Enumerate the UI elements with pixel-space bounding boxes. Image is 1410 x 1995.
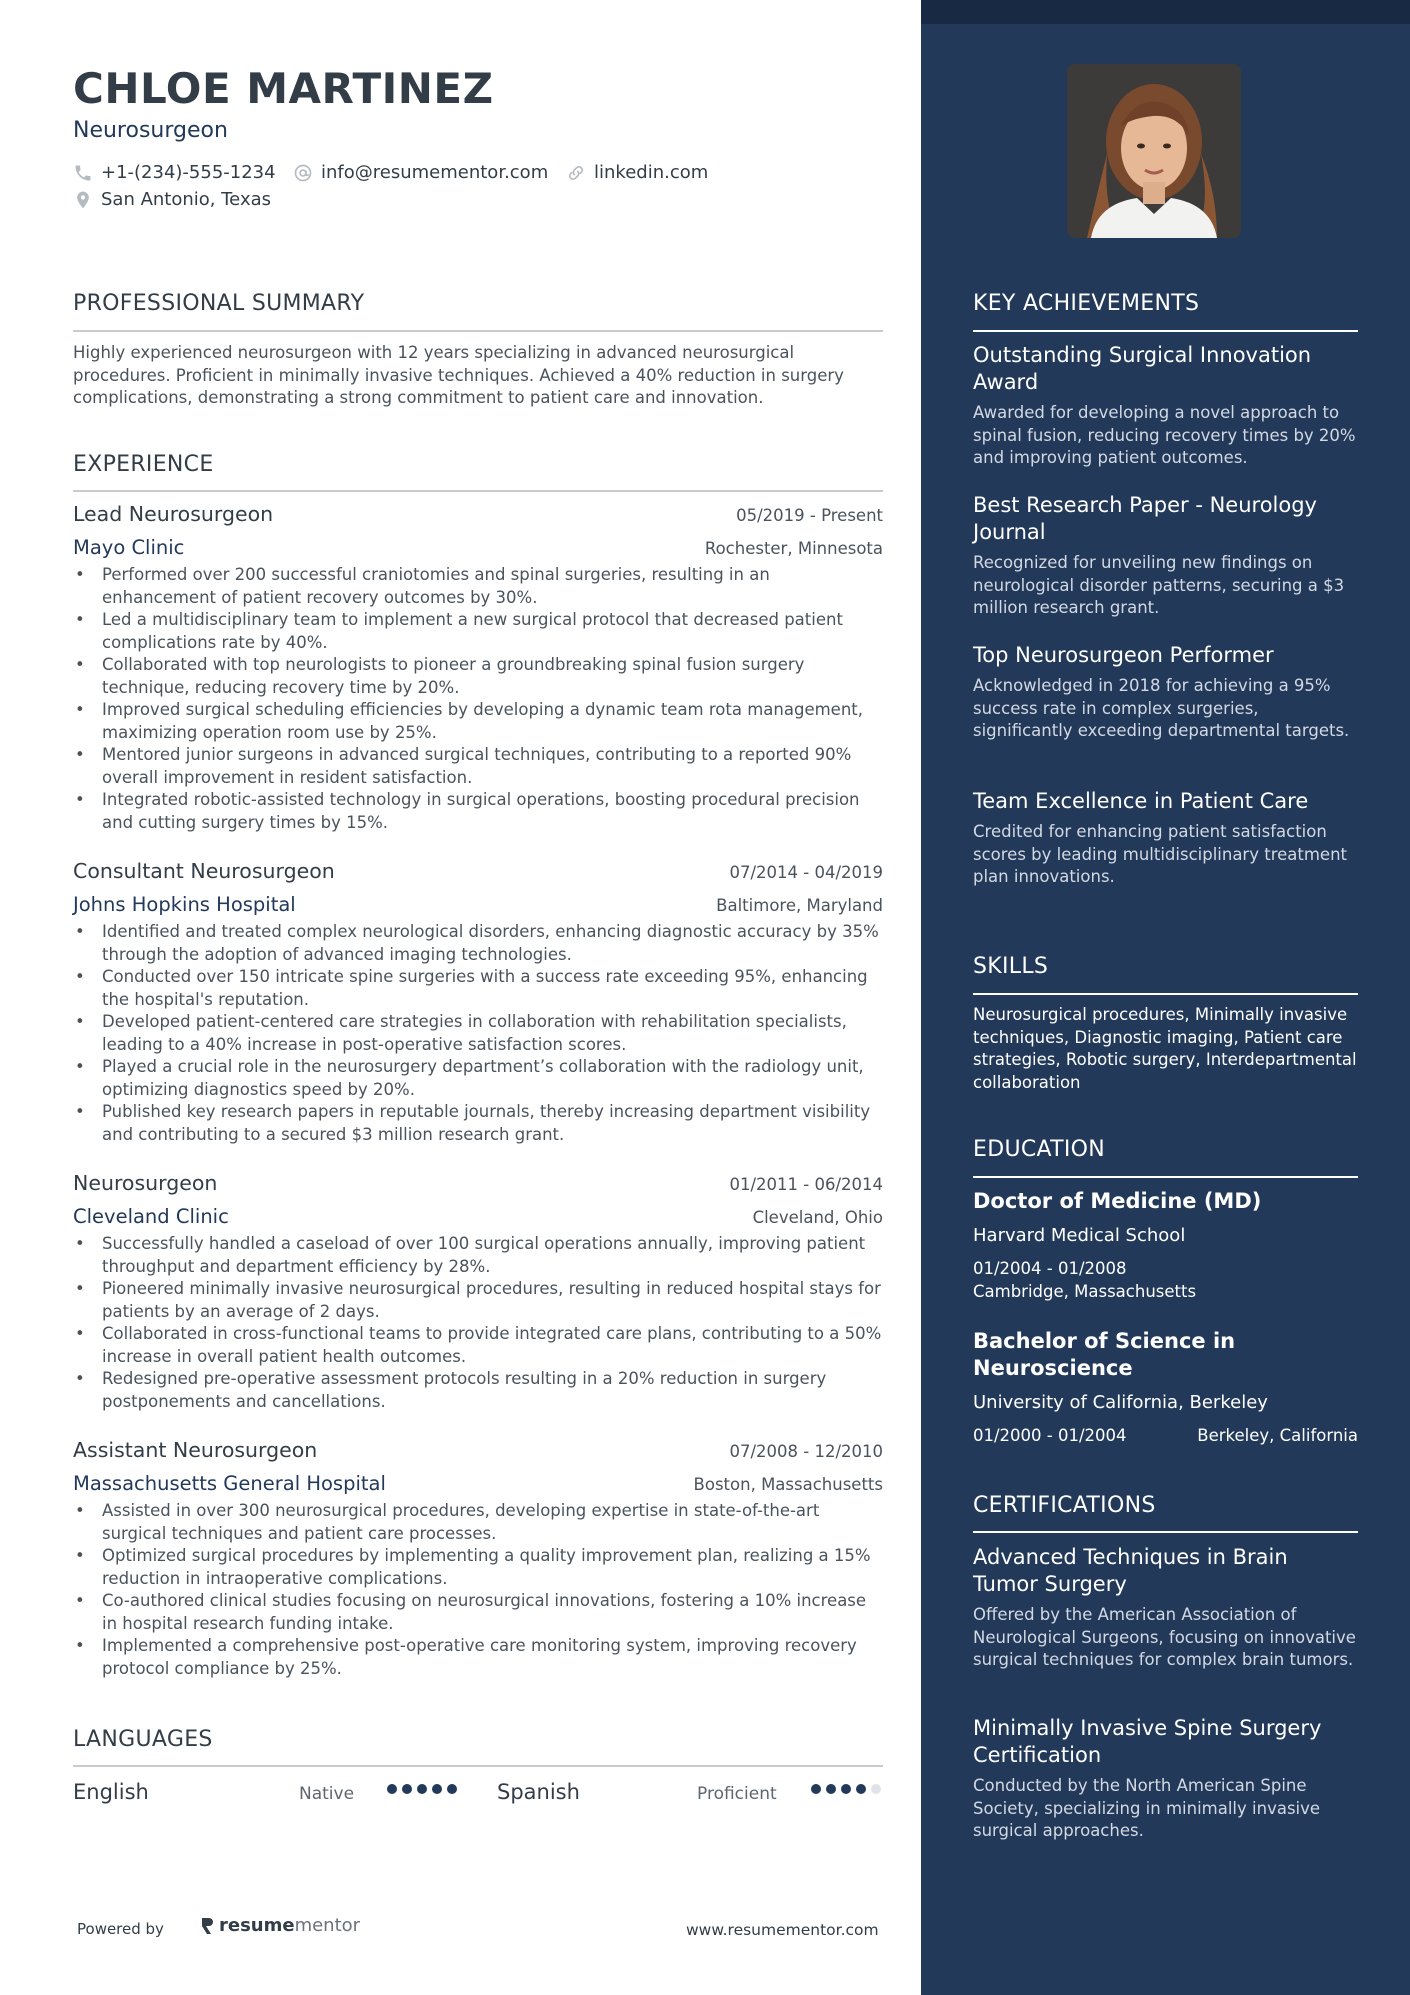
language-level: Native <box>299 1784 355 1804</box>
job-entry <box>73 1171 883 1413</box>
education-divider <box>973 1176 1358 1178</box>
achievement-item <box>973 342 1358 470</box>
education-degree: Bachelor of Science in Neuroscience <box>973 1329 1236 1380</box>
logo-text-bold: resume <box>219 1915 295 1936</box>
job-bullets <box>73 564 883 834</box>
location-text: San Antonio, Texas <box>101 189 271 210</box>
achievement-text: Awarded for developing a novel approach to spinal fusion, reducing recovery times by 20% and improving patient outcomes. <box>973 403 1356 467</box>
experience-divider <box>73 490 883 492</box>
sidebar-top-bar <box>921 0 1410 24</box>
education-degree: Doctor of Medicine (MD) <box>973 1189 1262 1213</box>
job-bullet: • Successfully handled a caseload of over 100 surgical operations annually, improving patient throughput and department efficiency by 28%. <box>73 1233 883 1278</box>
education-date: 01/2000 - 01/2004 <box>973 1426 1127 1445</box>
language-rating <box>387 1784 457 1794</box>
job-bullet: • Co-authored clinical studies focusing on neurosurgical innovations, fostering a 10% increase in hospital research funding intake. <box>73 1590 883 1635</box>
language-name: Spanish <box>497 1780 580 1804</box>
email-text: info@resumementor.com <box>321 162 549 183</box>
rating-dot <box>871 1784 881 1794</box>
linkedin-text: linkedin.com <box>594 162 709 183</box>
summary-divider <box>73 330 883 332</box>
rating-dot <box>811 1784 821 1794</box>
certifications-divider <box>973 1531 1358 1533</box>
rating-dot <box>432 1784 442 1794</box>
job-title: Neurosurgeon <box>73 118 228 143</box>
logo-text-light: mentor <box>294 1915 361 1936</box>
certification-title: Advanced Techniques in Brain Tumor Surgery <box>973 1545 1288 1596</box>
achievement-title: Outstanding Surgical Innovation Award <box>973 343 1312 394</box>
job-location: Cleveland, Ohio <box>752 1208 883 1227</box>
job-bullet: • Developed patient-centered care strategies in collaboration with rehabilitation specialists, leading to a 40% increase in post-operative satisfaction scores. <box>73 1011 883 1056</box>
job-location: Rochester, Minnesota <box>704 539 883 558</box>
achievement-text: Credited for enhancing patient satisfaction scores by leading multidisciplinary treatment plan innovations. <box>973 822 1347 886</box>
rating-dot <box>841 1784 851 1794</box>
rating-dot <box>447 1784 457 1794</box>
contact-phone[interactable] <box>73 162 276 183</box>
location-pin-icon <box>73 190 93 210</box>
certification-text: Offered by the American Association of Neurological Surgeons, focusing on innovative surgical techniques for complex brain tumors. <box>973 1605 1356 1669</box>
link-icon <box>566 163 586 183</box>
job-bullet: • Optimized surgical procedures by implementing a quality improvement plan, realizing a 15% reduction in intraoperative complications. <box>73 1545 883 1590</box>
languages-heading: LANGUAGES <box>73 1727 213 1752</box>
job-bullet: • Redesigned pre-operative assessment protocols resulting in a 20% reduction in surgery postponements and cancellations. <box>73 1368 883 1413</box>
achievement-text: Recognized for unveiling new findings on neurological disorder patterns, securing a $3 million research grant. <box>973 553 1345 617</box>
job-date: 01/2011 - 06/2014 <box>729 1175 883 1194</box>
job-bullet: • Improved surgical scheduling efficiencies by developing a dynamic team rota management, maximizing operation room use by 25%. <box>73 699 883 744</box>
job-date: 07/2008 - 12/2010 <box>729 1442 883 1461</box>
certification-item <box>973 1715 1358 1843</box>
language-rating <box>811 1784 881 1794</box>
education-heading: EDUCATION <box>973 1137 1106 1162</box>
job-bullet: • Performed over 200 successful craniotomies and spinal surgeries, resulting in an enhancement of patient recovery outcomes by 30%. <box>73 564 883 609</box>
job-bullet: • Conducted over 150 intricate spine surgeries with a success rate exceeding 95%, enhancing the hospital's reputation. <box>73 966 883 1011</box>
achievement-item <box>973 642 1358 743</box>
certification-text: Conducted by the North American Spine Society, specializing in minimally invasive surgical approaches. <box>973 1776 1321 1840</box>
skills-heading: SKILLS <box>973 954 1049 979</box>
powered-by-text: Powered by <box>77 1920 164 1938</box>
education-location: Berkeley, California <box>1197 1426 1358 1445</box>
resumementor-logo[interactable] <box>199 1915 360 1936</box>
job-bullets <box>73 1233 883 1413</box>
sidebar <box>921 0 1410 1995</box>
experience-heading: EXPERIENCE <box>73 452 214 477</box>
summary-text: Highly experienced neurosurgeon with 12 years specializing in advanced neurosurgical procedures. Proficient in minimally invasive techniques. Achieved a 40% reduction in surgery complications, demonstrating a strong commitment to patient care and innovation. <box>73 343 844 407</box>
skills-text: Neurosurgical procedures, Minimally invasive techniques, Diagnostic imaging, Patient care strategies, Robotic surgery, Interdepartmental collaboration <box>973 1005 1357 1092</box>
job-entry <box>73 502 883 834</box>
rating-dot <box>402 1784 412 1794</box>
job-company: Johns Hopkins Hospital <box>73 893 296 916</box>
phone-text: +1-(234)-555-1234 <box>101 162 276 183</box>
job-company: Massachusetts General Hospital <box>73 1472 386 1495</box>
resumementor-logo-icon <box>199 1916 215 1936</box>
achievements-heading: KEY ACHIEVEMENTS <box>973 291 1200 316</box>
achievement-item <box>973 492 1358 620</box>
rating-dot <box>417 1784 427 1794</box>
footer-website[interactable]: www.resumementor.com <box>686 1921 879 1939</box>
job-bullet: • Led a multidisciplinary team to implement a new surgical protocol that decreased patient complications rate by 40%. <box>73 609 883 654</box>
job-role: Neurosurgeon <box>73 1171 218 1195</box>
contact-location <box>73 189 271 210</box>
rating-dot <box>387 1784 397 1794</box>
certification-title: Minimally Invasive Spine Surgery Certification <box>973 1716 1322 1767</box>
summary-heading: PROFESSIONAL SUMMARY <box>73 291 365 316</box>
rating-dot <box>826 1784 836 1794</box>
job-bullet: • Integrated robotic-assisted technology in surgical operations, boosting procedural precision and cutting surgery times by 15%. <box>73 789 883 834</box>
job-company: Mayo Clinic <box>73 536 185 559</box>
job-bullet: • Played a crucial role in the neurosurgery department’s collaboration with the radiology unit, optimizing diagnostics speed by 20%. <box>73 1056 883 1101</box>
education-location: Cambridge, Massachusetts <box>973 1281 1197 1301</box>
job-date: 05/2019 - Present <box>736 506 883 525</box>
job-entry <box>73 859 883 1146</box>
languages-divider <box>73 1765 883 1767</box>
certification-item <box>973 1544 1358 1672</box>
job-entry <box>73 1438 883 1680</box>
language-level: Proficient <box>697 1784 777 1804</box>
contact-linkedin[interactable] <box>566 162 708 183</box>
job-bullet: • Identified and treated complex neurological disorders, enhancing diagnostic accuracy by 35% through the adoption of advanced imaging technologies. <box>73 921 883 966</box>
job-bullet: • Collaborated in cross-functional teams to provide integrated care plans, contributing to a 50% increase in overall patient health outcomes. <box>73 1323 883 1368</box>
achievements-divider <box>973 330 1358 332</box>
certifications-heading: CERTIFICATIONS <box>973 1493 1156 1518</box>
job-role: Assistant Neurosurgeon <box>73 1438 318 1462</box>
job-date: 07/2014 - 04/2019 <box>729 863 883 882</box>
achievement-title: Team Excellence in Patient Care <box>973 789 1309 813</box>
education-item <box>973 1188 1358 1303</box>
language-name: English <box>73 1780 149 1804</box>
contact-email[interactable] <box>293 162 548 183</box>
job-role: Lead Neurosurgeon <box>73 502 274 526</box>
job-role: Consultant Neurosurgeon <box>73 859 335 883</box>
education-school: Harvard Medical School <box>973 1225 1186 1246</box>
achievement-text: Acknowledged in 2018 for achieving a 95% success rate in complex surgeries, significantly exceeding departmental targets. <box>973 676 1350 740</box>
job-bullet: • Pioneered minimally invasive neurosurgical procedures, resulting in reduced hospital stays for patients by an average of 2 days. <box>73 1278 883 1323</box>
job-company: Cleveland Clinic <box>73 1205 229 1228</box>
education-school: University of California, Berkeley <box>973 1392 1268 1413</box>
candidate-name: CHLOE MARTINEZ <box>73 64 494 113</box>
job-bullet: • Assisted in over 300 neurosurgical procedures, developing expertise in state-of-the-art surgical techniques and patient care processes. <box>73 1500 883 1545</box>
education-date: 01/2004 - 01/2008 <box>973 1259 1127 1278</box>
at-icon <box>293 163 313 183</box>
job-location: Boston, Massachusetts <box>693 1475 883 1494</box>
job-bullet: • Implemented a comprehensive post-operative care monitoring system, improving recovery protocol compliance by 25%. <box>73 1635 883 1680</box>
education-item <box>973 1328 1358 1448</box>
job-bullets <box>73 921 883 1146</box>
job-bullet: • Mentored junior surgeons in advanced surgical techniques, contributing to a reported 90% overall improvement in resident satisfaction. <box>73 744 883 789</box>
job-bullet: • Published key research papers in reputable journals, thereby increasing department visibility and contributing to a secured $3 million research grant. <box>73 1101 883 1146</box>
job-location: Baltimore, Maryland <box>716 896 883 915</box>
job-bullet: • Collaborated with top neurologists to pioneer a groundbreaking spinal fusion surgery technique, reducing recovery time by 20%. <box>73 654 883 699</box>
job-bullets <box>73 1500 883 1680</box>
phone-icon <box>73 163 93 183</box>
achievement-item <box>973 788 1358 889</box>
achievement-title: Top Neurosurgeon Performer <box>973 643 1274 667</box>
achievement-title: Best Research Paper - Neurology Journal <box>973 493 1317 544</box>
rating-dot <box>856 1784 866 1794</box>
profile-photo <box>1067 64 1241 238</box>
portrait-avatar <box>1067 64 1241 238</box>
skills-divider <box>973 993 1358 995</box>
